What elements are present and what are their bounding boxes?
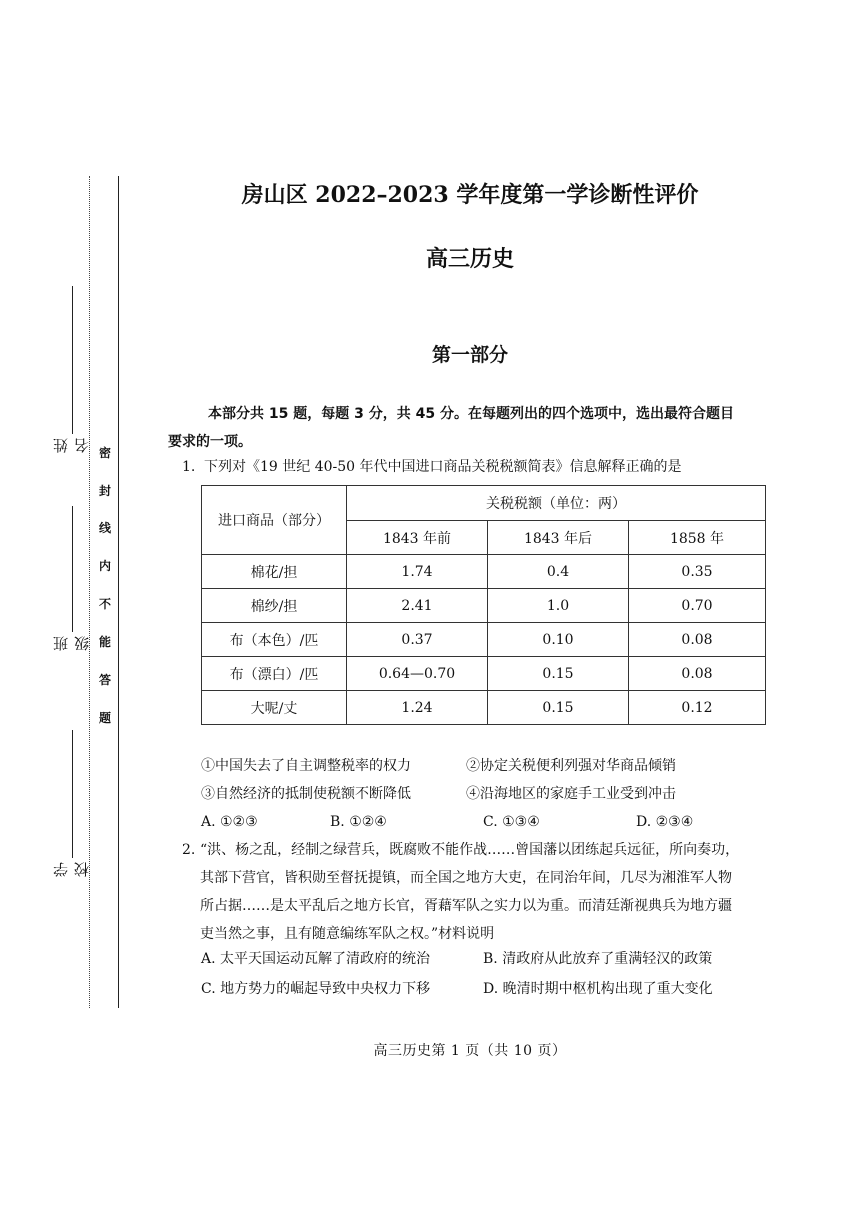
- school-label: 学校: [52, 862, 91, 877]
- tariff-table: [201, 485, 766, 725]
- class-fill-line: [72, 506, 73, 632]
- table-cell: 布（漂白）/匹: [202, 657, 347, 691]
- answer-choice-a[interactable]: A. ①②③: [201, 814, 258, 830]
- table-cell: 1.0: [488, 589, 629, 623]
- table-header-tariff: 关税税额（单位：两）: [347, 486, 766, 521]
- seal-char: 封: [98, 484, 111, 498]
- table-header-goods: 进口商品（部分）: [202, 486, 347, 555]
- table-row: [202, 589, 766, 623]
- answer-choice-b[interactable]: B. 清政府从此放弃了重满轻汉的政策: [483, 951, 713, 967]
- question-2-stem: [182, 836, 772, 948]
- question-text-line: 所占据……是太平乱后之地方长官，胥藉军队之实力以为重。而清廷渐视典兵为地方疆: [200, 898, 732, 914]
- question-text: 下列对《19 世纪 40-50 年代中国进口商品关税税额简表》信息解释正确的是: [204, 459, 682, 475]
- statement-item: ①中国失去了自主调整税率的权力: [201, 758, 411, 774]
- exam-subtitle: 高三历史: [425, 246, 514, 272]
- instructions-line: 要求的一项。: [168, 434, 252, 450]
- page-footer: 高三历史第 1 页（共 10 页）: [373, 1043, 567, 1059]
- answer-choice-b[interactable]: B. ①②④: [330, 814, 387, 830]
- table-cell: 2.41: [347, 589, 488, 623]
- seal-char: 不: [98, 597, 111, 611]
- table-cell: 棉纱/担: [202, 589, 347, 623]
- seal-char: 题: [98, 711, 111, 725]
- table-cell: 0.4: [488, 555, 629, 589]
- table-cell: 0.15: [488, 657, 629, 691]
- table-cell: 0.08: [629, 623, 766, 657]
- question-1-stem: [182, 453, 782, 481]
- statement-item: ③自然经济的抵制使税额不断降低: [201, 786, 411, 802]
- seal-char: 线: [98, 521, 111, 535]
- statement-item: ②协定关税便利列强对华商品倾销: [466, 758, 676, 774]
- table-cell: 1.74: [347, 555, 488, 589]
- answer-choice-d[interactable]: D. ②③④: [636, 814, 694, 830]
- margin-solid-line: [118, 176, 119, 1008]
- school-fill-line: [72, 730, 73, 858]
- seal-char: 密: [98, 446, 111, 460]
- part-heading: 第一部分: [431, 344, 508, 366]
- table-row: [202, 691, 766, 725]
- answer-choice-a[interactable]: A. 太平天国运动瓦解了清政府的统治: [201, 951, 431, 967]
- table-row: [202, 657, 766, 691]
- instructions-line: 本部分共 15 题，每题 3 分，共 45 分。在每题列出的四个选项中，选出最符合题目: [208, 406, 734, 422]
- table-cell: 0.10: [488, 623, 629, 657]
- seal-char: 内: [98, 559, 111, 573]
- table-cell: 0.64—0.70: [347, 657, 488, 691]
- question-number: 2.: [182, 842, 196, 858]
- table-row: [202, 623, 766, 657]
- table-header-period: 1843 年后: [488, 521, 629, 555]
- question-number: 1.: [182, 459, 196, 475]
- answer-choice-d[interactable]: D. 晚清时期中枢机构出现了重大变化: [483, 981, 713, 997]
- table-header-period: 1858 年: [629, 521, 766, 555]
- table-cell: 0.35: [629, 555, 766, 589]
- question-text-line: 其部下营官，皆积勋至督抚提镇，而全国之地方大吏，在同治年间，几尽为湘淮军人物: [200, 870, 732, 886]
- question-text-line: “洪、杨之乱，经制之绿营兵，既腐败不能作战……曾国藩以团练起兵远征，所向奏功，: [200, 842, 740, 858]
- table-cell: 0.08: [629, 657, 766, 691]
- statement-item: ④沿海地区的家庭手工业受到冲击: [466, 786, 676, 802]
- name-label: 姓名: [52, 438, 91, 453]
- table-cell: 0.15: [488, 691, 629, 725]
- table-cell: 0.37: [347, 623, 488, 657]
- seal-char: 能: [98, 635, 111, 649]
- seal-char: 答: [98, 673, 111, 687]
- table-cell: 0.70: [629, 589, 766, 623]
- table-row: [202, 555, 766, 589]
- answer-choice-c[interactable]: C. 地方势力的崛起导致中央权力下移: [201, 981, 431, 997]
- class-label: 班级: [52, 636, 91, 651]
- question-text-line: 吏当然之事，且有随意编练军队之权。”材料说明: [200, 926, 495, 942]
- section-instructions: [168, 400, 780, 456]
- table-cell: 棉花/担: [202, 555, 347, 589]
- table-cell: 1.24: [347, 691, 488, 725]
- exam-title: 房山区 2022–2023 学年度第一学诊断性评价: [241, 182, 699, 208]
- table-cell: 大呢/丈: [202, 691, 347, 725]
- table-cell: 0.12: [629, 691, 766, 725]
- table-cell: 布（本色）/匹: [202, 623, 347, 657]
- answer-choice-c[interactable]: C. ①③④: [483, 814, 540, 830]
- table-header-period: 1843 年前: [347, 521, 488, 555]
- name-fill-line: [72, 286, 73, 434]
- margin-dotted-line: [89, 176, 90, 1008]
